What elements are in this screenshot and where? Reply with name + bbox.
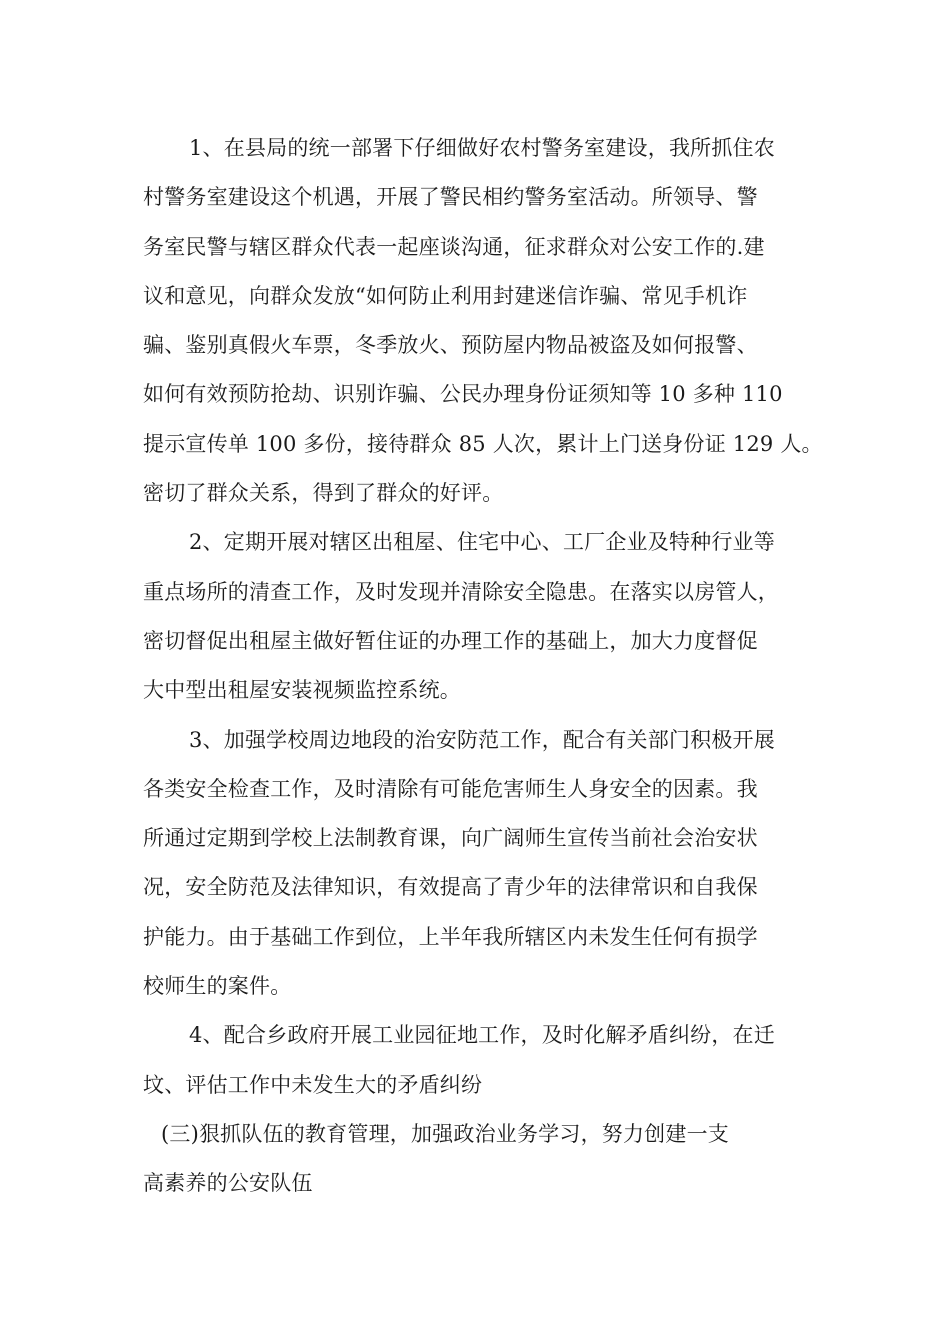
paragraph-1-line-7: 提示宣传单 100 多份，接待群众 85 人次，累计上门送身份证 129 人。	[143, 431, 823, 456]
section-heading-line-2: 高素养的公安队伍	[143, 1171, 313, 1196]
document-body	[143, 124, 833, 1209]
paragraph-2-line-4: 大中型出租屋安装视频监控系统。	[143, 678, 461, 703]
paragraph-1-line-8: 密切了群众关系，得到了群众的好评。	[143, 481, 504, 506]
paragraph-3-line-6: 校师生的案件。	[143, 974, 292, 999]
paragraph-3-line-1: 3、加强学校周边地段的治安防范工作，配合有关部门积极开展	[189, 727, 775, 752]
paragraph-1-line-5: 骗、鉴别真假火车票，冬季放火、预防屋内物品被盗及如何报警、	[143, 333, 758, 358]
paragraph-4-line-1: 4、配合乡政府开展工业园征地工作，及时化解矛盾纠纷，在迁	[189, 1023, 775, 1048]
paragraph-3-line-3: 所通过定期到学校上法制教育课，向广阔师生宣传当前社会治安状	[143, 826, 758, 851]
paragraph-2-line-1: 2、定期开展对辖区出租屋、住宅中心、工厂企业及特种行业等	[189, 530, 775, 555]
section-heading-line-1: (三)狠抓队伍的教育管理，加强政治业务学习，努力创建一支	[161, 1121, 729, 1146]
paragraph-2-line-3: 密切督促出租屋主做好暂住证的办理工作的基础上，加大力度督促	[143, 628, 758, 653]
paragraph-1-line-2: 村警务室建设这个机遇，开展了警民相约警务室活动。所领导、警	[143, 185, 758, 210]
paragraph-3-line-5: 护能力。由于基础工作到位，上半年我所辖区内未发生任何有损学	[143, 924, 758, 949]
paragraph-1-line-4: 议和意见，向群众发放“如何防止利用封建迷信诈骗、常见手机诈	[143, 283, 748, 308]
paragraph-3-line-2: 各类安全检查工作，及时清除有可能危害师生人身安全的因素。我	[143, 776, 758, 801]
paragraph-1-line-1: 1、在县局的统一部署下仔细做好农村警务室建设，我所抓住农	[189, 136, 775, 160]
paragraph-1-line-3: 务室民警与辖区群众代表一起座谈沟通，征求群众对公安工作的.建	[143, 234, 765, 259]
paragraph-3-line-4: 况，安全防范及法律知识，有效提高了青少年的法律常识和自我保	[143, 875, 758, 900]
paragraph-4-line-2: 坟、评估工作中未发生大的矛盾纠纷	[143, 1072, 483, 1097]
paragraph-1-line-6: 如何有效预防抢劫、识别诈骗、公民办理身份证须知等 10 多种 110	[143, 382, 783, 407]
paragraph-2-line-2: 重点场所的清查工作，及时发现并清除安全隐患。在落实以房管人，	[143, 579, 779, 604]
